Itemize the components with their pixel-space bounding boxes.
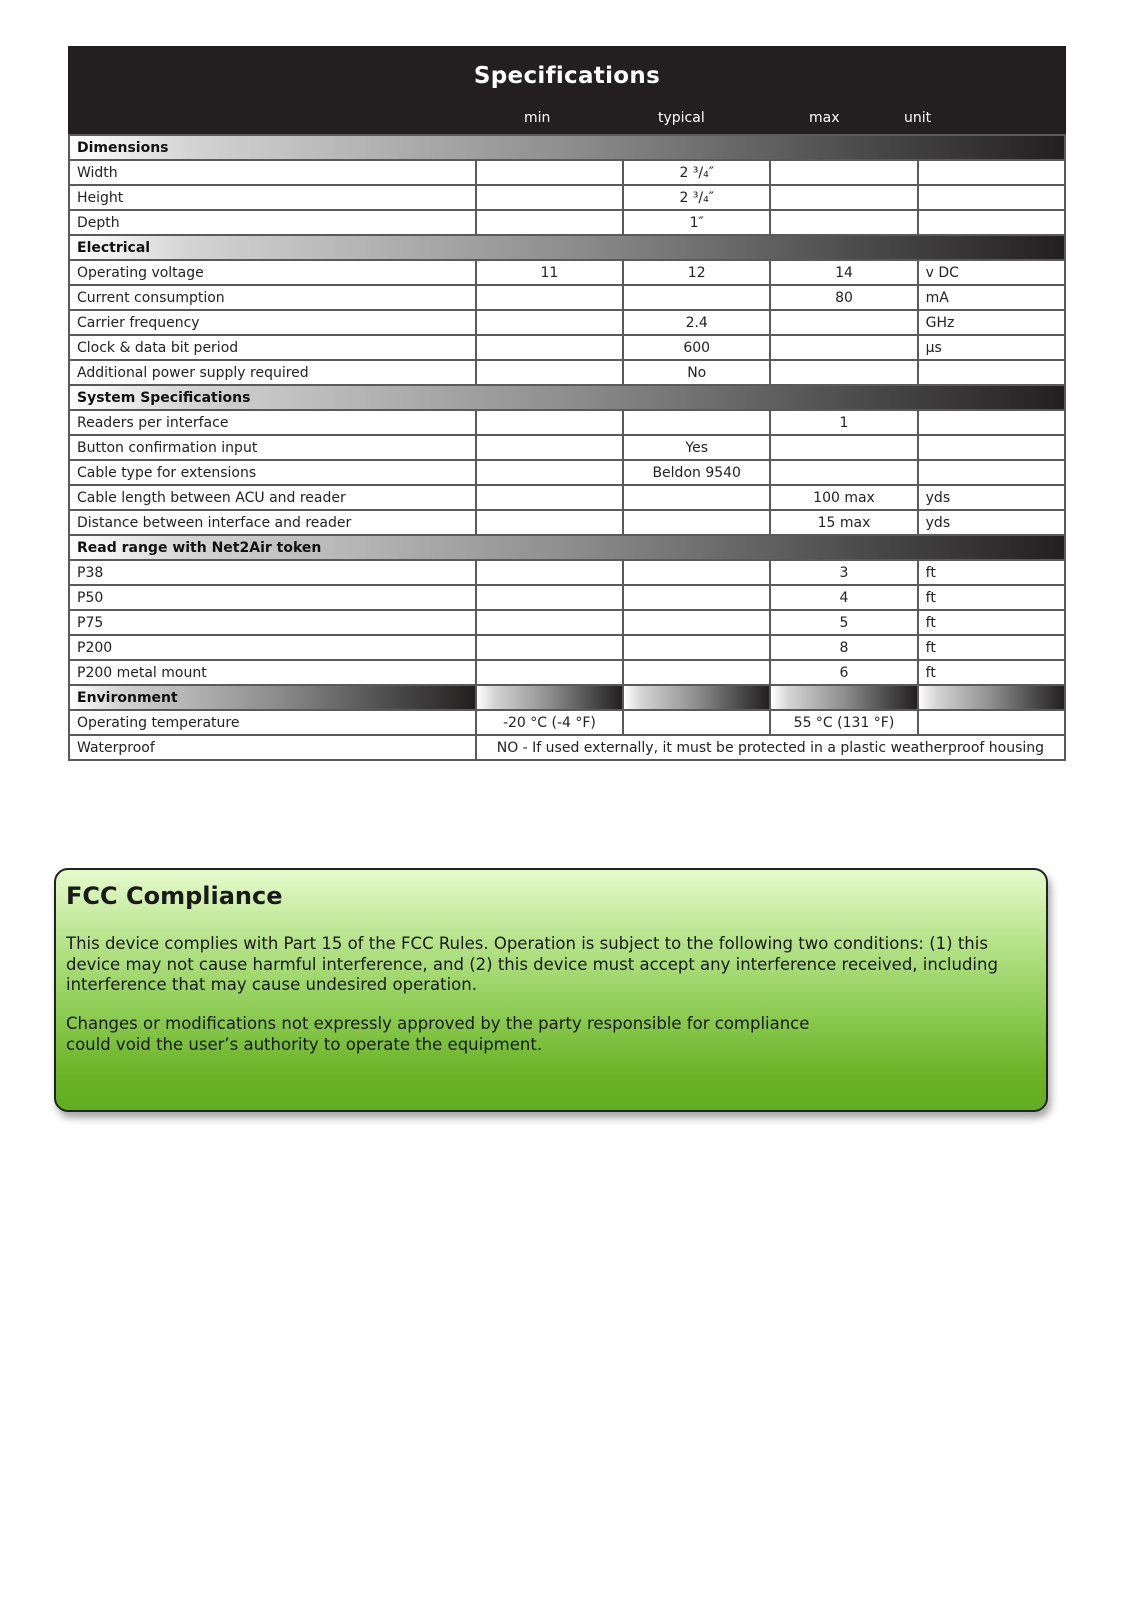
waterproof-value: NO - If used externally, it must be protected in a plastic weatherproof housing <box>476 735 1065 760</box>
cell-max <box>770 435 917 460</box>
cell-max: 100 max <box>770 485 917 510</box>
table-row <box>69 735 1065 760</box>
cell-min <box>476 410 623 435</box>
section-fill <box>918 685 1065 710</box>
cell-unit: ft <box>918 635 1065 660</box>
section-row-environment <box>69 685 1065 710</box>
cell-min <box>476 610 623 635</box>
cell-min: 11 <box>476 260 623 285</box>
cell-typical: No <box>623 360 770 385</box>
cell-typical: 2.4 <box>623 310 770 335</box>
cell-min <box>476 485 623 510</box>
row-label: Clock & data bit period <box>69 335 476 360</box>
section-row <box>69 135 1065 160</box>
spec-header <box>68 46 1066 134</box>
cell-min <box>476 460 623 485</box>
cell-typical <box>623 560 770 585</box>
section-title: Electrical <box>69 235 1065 260</box>
column-headers <box>68 110 1066 130</box>
row-label: Additional power supply required <box>69 360 476 385</box>
cell-min <box>476 660 623 685</box>
col-head-typical: typical <box>658 110 705 126</box>
section-title: System Specifications <box>69 385 1065 410</box>
cell-min <box>476 210 623 235</box>
row-label: Distance between interface and reader <box>69 510 476 535</box>
section-fill <box>623 685 770 710</box>
row-label: Button confirmation input <box>69 435 476 460</box>
table-row <box>69 485 1065 510</box>
table-row <box>69 410 1065 435</box>
table-row <box>69 210 1065 235</box>
cell-max <box>770 185 917 210</box>
cell-max: 8 <box>770 635 917 660</box>
cell-max: 6 <box>770 660 917 685</box>
cell-min <box>476 510 623 535</box>
cell-min <box>476 360 623 385</box>
cell-unit: mA <box>918 285 1065 310</box>
cell-unit: ft <box>918 560 1065 585</box>
cell-max: 80 <box>770 285 917 310</box>
cell-max: 3 <box>770 560 917 585</box>
row-label: P75 <box>69 610 476 635</box>
cell-typical: 2 ³/₄″ <box>623 185 770 210</box>
cell-typical <box>623 710 770 735</box>
specifications-table-block <box>68 46 1066 761</box>
cell-typical: 2 ³/₄″ <box>623 160 770 185</box>
cell-unit <box>918 210 1065 235</box>
cell-unit <box>918 710 1065 735</box>
table-row <box>69 610 1065 635</box>
cell-unit <box>918 410 1065 435</box>
cell-max <box>770 460 917 485</box>
table-row <box>69 560 1065 585</box>
cell-unit <box>918 435 1065 460</box>
cell-typical <box>623 585 770 610</box>
cell-max: 14 <box>770 260 917 285</box>
fcc-title: FCC Compliance <box>66 882 283 910</box>
row-label: Cable type for extensions <box>69 460 476 485</box>
cell-max: 15 max <box>770 510 917 535</box>
table-row <box>69 635 1065 660</box>
cell-min <box>476 435 623 460</box>
row-label: Current consumption <box>69 285 476 310</box>
cell-max: 55 °C (131 °F) <box>770 710 917 735</box>
cell-min <box>476 585 623 610</box>
cell-min: -20 °C (-4 °F) <box>476 710 623 735</box>
row-label: Readers per interface <box>69 410 476 435</box>
cell-unit <box>918 460 1065 485</box>
cell-max: 5 <box>770 610 917 635</box>
section-title: Read range with Net2Air token <box>69 535 1065 560</box>
cell-min <box>476 285 623 310</box>
cell-max <box>770 210 917 235</box>
row-label: P38 <box>69 560 476 585</box>
row-label: Carrier frequency <box>69 310 476 335</box>
cell-min <box>476 335 623 360</box>
table-row <box>69 360 1065 385</box>
table-row <box>69 310 1065 335</box>
cell-unit: ft <box>918 660 1065 685</box>
cell-unit: yds <box>918 485 1065 510</box>
section-title: Dimensions <box>69 135 1065 160</box>
row-label: Height <box>69 185 476 210</box>
cell-unit: yds <box>918 510 1065 535</box>
cell-typical: Yes <box>623 435 770 460</box>
fcc-paragraph-2 <box>66 1014 1026 1055</box>
row-label: Waterproof <box>69 735 476 760</box>
col-head-min: min <box>524 110 551 126</box>
cell-max <box>770 160 917 185</box>
table-row <box>69 185 1065 210</box>
cell-unit <box>918 185 1065 210</box>
cell-max: 4 <box>770 585 917 610</box>
row-label: Operating temperature <box>69 710 476 735</box>
table-row <box>69 335 1065 360</box>
cell-typical <box>623 510 770 535</box>
cell-typical <box>623 285 770 310</box>
table-row <box>69 585 1065 610</box>
table-row <box>69 160 1065 185</box>
cell-unit: μs <box>918 335 1065 360</box>
table-row <box>69 660 1065 685</box>
section-row <box>69 535 1065 560</box>
cell-max <box>770 310 917 335</box>
col-head-unit: unit <box>904 110 932 126</box>
cell-unit <box>918 160 1065 185</box>
cell-min <box>476 160 623 185</box>
row-label: Cable length between ACU and reader <box>69 485 476 510</box>
section-fill <box>476 685 623 710</box>
cell-unit: ft <box>918 610 1065 635</box>
cell-min <box>476 560 623 585</box>
cell-typical <box>623 485 770 510</box>
cell-typical <box>623 660 770 685</box>
table-row <box>69 435 1065 460</box>
cell-typical: 1″ <box>623 210 770 235</box>
cell-max <box>770 360 917 385</box>
spec-title: Specifications <box>473 63 661 89</box>
row-label: P200 <box>69 635 476 660</box>
section-title: Environment <box>69 685 476 710</box>
cell-min <box>476 185 623 210</box>
table-row <box>69 285 1065 310</box>
table-row <box>69 460 1065 485</box>
col-head-max: max <box>809 110 840 126</box>
fcc-compliance-box <box>54 868 1048 1112</box>
row-label: P200 metal mount <box>69 660 476 685</box>
fcc-paragraph-2-line-1: Changes or modifications not expressly approved by the party responsible for compliance <box>66 1014 810 1033</box>
cell-unit <box>918 360 1065 385</box>
cell-typical <box>623 635 770 660</box>
cell-unit: v DC <box>918 260 1065 285</box>
table-row <box>69 260 1065 285</box>
cell-typical: Beldon 9540 <box>623 460 770 485</box>
row-label: Depth <box>69 210 476 235</box>
cell-typical: 600 <box>623 335 770 360</box>
row-label: Operating voltage <box>69 260 476 285</box>
cell-max: 1 <box>770 410 917 435</box>
spec-table <box>68 134 1066 761</box>
cell-min <box>476 635 623 660</box>
cell-max <box>770 335 917 360</box>
cell-typical <box>623 610 770 635</box>
fcc-paragraph-2-line-2: could void the user’s authority to operate the equipment. <box>66 1034 543 1054</box>
cell-typical: 12 <box>623 260 770 285</box>
section-row <box>69 235 1065 260</box>
table-row <box>69 510 1065 535</box>
cell-unit: GHz <box>918 310 1065 335</box>
row-label: P50 <box>69 585 476 610</box>
row-label: Width <box>69 160 476 185</box>
fcc-paragraph-1: This device complies with Part 15 of the FCC Rules. Operation is subject to the following two conditions: (1) this device may not cause harmful interference, and (2) this device must accept any interference received, including interference that may cause undesired operation. <box>66 934 998 994</box>
section-row <box>69 385 1065 410</box>
section-fill <box>770 685 917 710</box>
cell-unit: ft <box>918 585 1065 610</box>
cell-min <box>476 310 623 335</box>
table-row <box>69 710 1065 735</box>
cell-typical <box>623 410 770 435</box>
